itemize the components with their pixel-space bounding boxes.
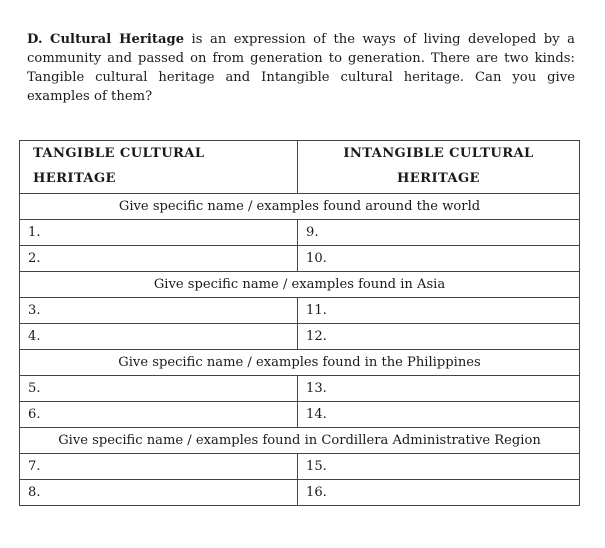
header-intangible: INTANGIBLE CULTURAL HERITAGE bbox=[298, 141, 580, 194]
answer-cell-intangible[interactable]: 16. bbox=[298, 480, 580, 506]
answer-cell-tangible[interactable]: 4. bbox=[20, 324, 298, 350]
question-text: is an expression of the ways of living developed by a community and passed on from generation to generation. There are two kinds: Tangible cultural heritage and Intangible cultural heritage. Can you give examples of them? bbox=[27, 32, 575, 104]
section-title-philippines: Give specific name / examples found in the Philippines bbox=[20, 350, 580, 376]
answer-cell-intangible[interactable]: 10. bbox=[298, 246, 580, 272]
answer-cell-tangible[interactable]: 6. bbox=[20, 402, 298, 428]
section-title-asia: Give specific name / examples found in Asia bbox=[20, 272, 580, 298]
answer-cell-intangible[interactable]: 9. bbox=[298, 220, 580, 246]
header-tangible: TANGIBLE CULTURAL HERITAGE bbox=[20, 141, 298, 194]
heritage-table bbox=[19, 140, 580, 506]
answer-cell-intangible[interactable]: 11. bbox=[298, 298, 580, 324]
answer-cell-tangible[interactable]: 5. bbox=[20, 376, 298, 402]
answer-cell-intangible[interactable]: 12. bbox=[298, 324, 580, 350]
answer-cell-tangible[interactable]: 3. bbox=[20, 298, 298, 324]
answer-cell-intangible[interactable]: 15. bbox=[298, 454, 580, 480]
question-bold-term: Cultural Heritage bbox=[50, 32, 185, 47]
section-title-cordillera: Give specific name / examples found in Cordillera Administrative Region bbox=[20, 428, 580, 454]
question-label: D. bbox=[27, 32, 43, 47]
answer-cell-tangible[interactable]: 1. bbox=[20, 220, 298, 246]
answer-cell-tangible[interactable]: 7. bbox=[20, 454, 298, 480]
answer-cell-tangible[interactable]: 8. bbox=[20, 480, 298, 506]
answer-cell-intangible[interactable]: 13. bbox=[298, 376, 580, 402]
section-title-world: Give specific name / examples found around the world bbox=[20, 194, 580, 220]
question-paragraph bbox=[27, 30, 575, 106]
answer-cell-tangible[interactable]: 2. bbox=[20, 246, 298, 272]
answer-cell-intangible[interactable]: 14. bbox=[298, 402, 580, 428]
